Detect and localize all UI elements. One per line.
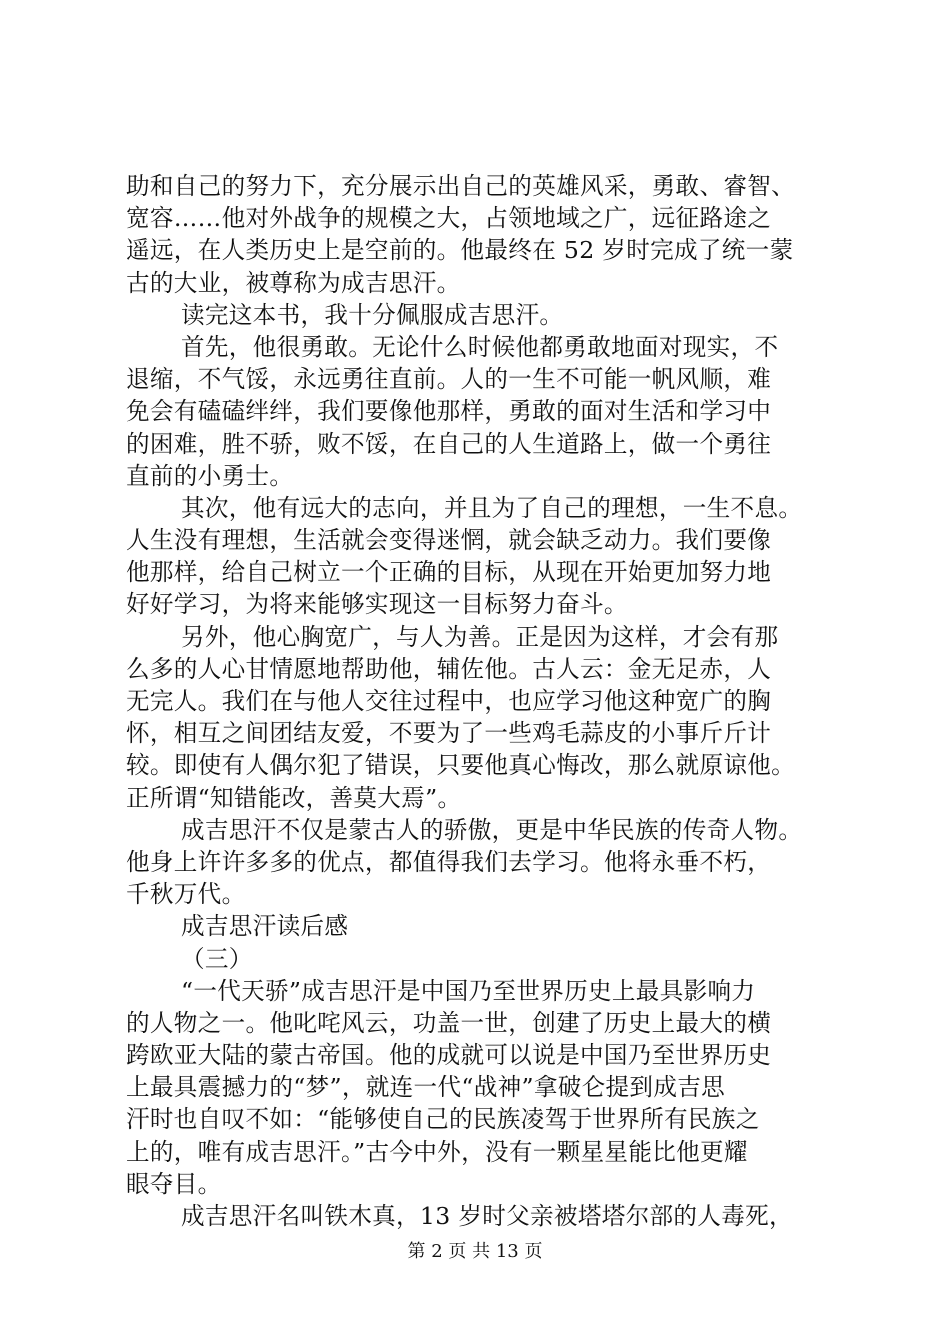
text-line: 上最具震撼力的“梦”，就连一代“战神”拿破仑提到成吉思 bbox=[126, 1073, 726, 1102]
text-line: 直前的小勇士。 bbox=[126, 461, 294, 490]
text-line: 其次，他有远大的志向，并且为了自己的理想，一生不息。 bbox=[181, 493, 803, 522]
text-line: 他身上许许多多的优点，都值得我们去学习。他将永垂不朽， bbox=[126, 847, 772, 876]
text-line: 千秋万代。 bbox=[126, 880, 246, 909]
text-line: 读完这本书，我十分佩服成吉思汗。 bbox=[181, 300, 564, 329]
text-line: （三） bbox=[181, 944, 253, 973]
text-line: 免会有磕磕绊绊，我们要像他那样，勇敢的面对生活和学习中 bbox=[126, 397, 772, 426]
text-line: 无完人。我们在与他人交往过程中，也应学习他这种宽广的胸 bbox=[126, 687, 772, 715]
text-line: 另外，他心胸宽广，与人为善。正是因为这样，才会有那 bbox=[181, 622, 779, 651]
text-line: 成吉思汗名叫铁木真，13 岁时父亲被塔塔尔部的人毒死， bbox=[181, 1202, 793, 1230]
page-footer: 第 2 页 共 13 页 bbox=[407, 1241, 543, 1262]
text-line: 较。即使有人偶尔犯了错误，只要他真心悔改，那么就原谅他。 bbox=[126, 751, 796, 780]
text-line: 宽容……他对外战争的规模之大，占领地域之广，远征路途之 bbox=[126, 204, 772, 233]
text-line: 上的，唯有成吉思汗。”古今中外，没有一颗星星能比他更耀 bbox=[126, 1137, 748, 1166]
text-line: 助和自己的努力下，充分展示出自己的英雄风采，勇敢、睿智、 bbox=[126, 172, 796, 200]
text-line: 眼夺目。 bbox=[126, 1169, 222, 1198]
text-line: 正所谓“知错能改，善莫大焉”。 bbox=[126, 783, 462, 812]
text-line: 成吉思汗不仅是蒙古人的骄傲，更是中华民族的传奇人物。 bbox=[181, 815, 803, 844]
text-line: 么多的人心甘情愿地帮助他，辅佐他。古人云：金无足赤，人 bbox=[126, 654, 772, 683]
text-line: 他那样，给自己树立一个正确的目标，从现在开始更加努力地 bbox=[126, 558, 772, 587]
text-line: “一代天骄”成吉思汗是中国乃至世界历史上最具影响力 bbox=[181, 976, 756, 1005]
text-line: 跨欧亚大陆的蒙古帝国。他的成就可以说是中国乃至世界历史 bbox=[126, 1041, 772, 1070]
text-line: 成吉思汗读后感 bbox=[181, 912, 349, 941]
text-line: 汗时也自叹不如：“能够使自己的民族凌驾于世界所有民族之 bbox=[126, 1105, 760, 1134]
text-line: 怀，相互之间团结友爱，不要为了一些鸡毛蒜皮的小事斤斤计 bbox=[126, 719, 772, 748]
body-text bbox=[126, 170, 846, 1232]
text-line: 的困难，胜不骄，败不馁，在自己的人生道路上，做一个勇往 bbox=[126, 429, 772, 458]
text-line: 人生没有理想，生活就会变得迷惘，就会缺乏动力。我们要像 bbox=[126, 526, 772, 555]
text-line: 古的大业，被尊称为成吉思汗。 bbox=[126, 268, 461, 297]
text-line: 退缩，不气馁，永远勇往直前。人的一生不可能一帆风顺，难 bbox=[126, 365, 772, 394]
text-line: 首先，他很勇敢。无论什么时候他都勇敢地面对现实，不 bbox=[181, 332, 779, 361]
text-line: 遥远，在人类历史上是空前的。他最终在 52 岁时完成了统一蒙 bbox=[126, 236, 794, 265]
text-line: 好好学习，为将来能够实现这一目标努力奋斗。 bbox=[126, 590, 628, 619]
text-line: 的人物之一。他叱咤风云，功盖一世，创建了历史上最大的横 bbox=[126, 1008, 772, 1037]
